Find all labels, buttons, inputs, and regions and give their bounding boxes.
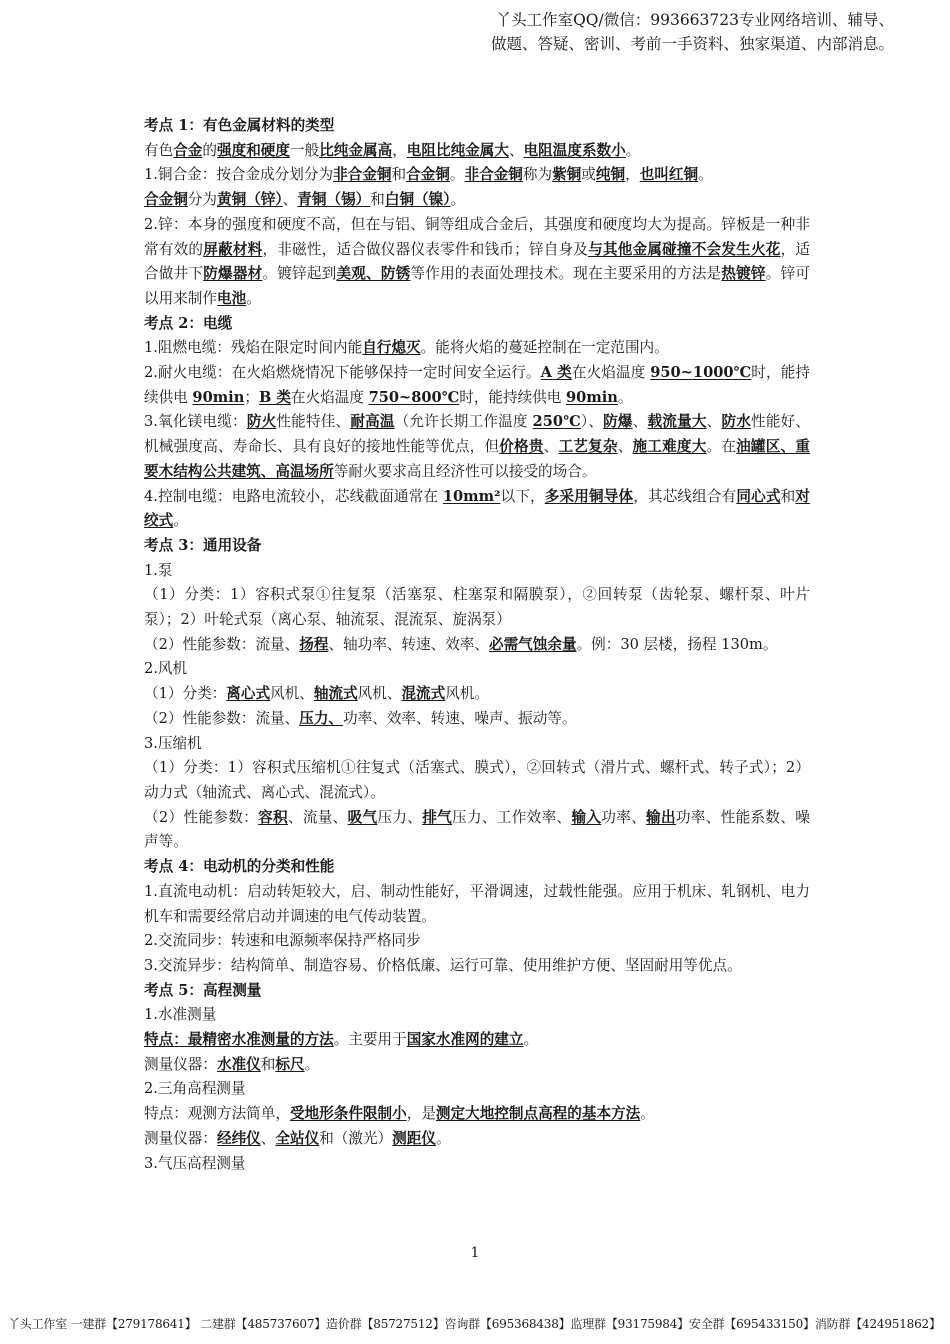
key-term: 测定大地控制点高程的基本方法 [435, 1105, 641, 1123]
text-run: 。主要用于 [333, 1031, 407, 1049]
key-term: 轴流式 [313, 685, 358, 703]
text-run: 。锌可以用来制作 [144, 265, 810, 307]
key-term: 比纯金属高 [319, 141, 393, 159]
paragraph [144, 583, 810, 632]
paragraph [144, 633, 810, 658]
paragraph [144, 361, 810, 410]
key-term: 工艺复杂 [558, 438, 618, 456]
key-term: 国家水准网的建立 [406, 1031, 524, 1049]
key-term: 防水 [721, 413, 752, 431]
paragraph [144, 1127, 810, 1152]
key-term: 防爆 [603, 413, 633, 431]
text-run: 测量仪器： [144, 1129, 217, 1147]
text-run: 。镀锌起到 [262, 265, 337, 283]
key-term: 离心式 [226, 685, 271, 703]
key-term: 特点：最精密水准测量的方法 [144, 1031, 334, 1049]
key-term: 电阻温度系数小 [523, 141, 626, 159]
text-run: ； [244, 388, 259, 406]
key-term: 750~800℃ [368, 388, 460, 406]
text-run: 3.交流异步：结构简单、制造容易、价格低廉、运行可靠、使用维护方便、坚固耐用等优点。 [144, 956, 742, 974]
text-run: 和（激光） [319, 1129, 393, 1147]
paragraph [144, 139, 810, 164]
text-run: 1.直流电动机：启动转矩较大，启、制动性能好，平滑调速，过载性能强。应用于机床、轧钢机、电力机车和需要经常启动并调速的电气传动装置。 [144, 882, 810, 925]
text-run: 考点 3：通用设备 [144, 536, 262, 554]
key-term: 紫铜 [552, 166, 582, 184]
text-run: 2.三角高程测量 [144, 1080, 246, 1098]
text-run: 。 [435, 1129, 451, 1147]
paragraph [144, 163, 810, 188]
text-run: 有色 [144, 141, 174, 159]
key-term: 250℃ [532, 413, 581, 431]
text-run: 功率、效率、转速、噪声、振动等。 [343, 709, 577, 727]
paragraph [144, 1102, 810, 1127]
text-run: 、流量、 [287, 808, 348, 826]
section-heading [144, 855, 810, 880]
text-run: ，非磁性，适合做仪器仪表零件和钱币；锌自身及 [262, 240, 589, 258]
key-term: 吸气 [347, 808, 378, 826]
text-run: 3.氧化镁电缆： [144, 413, 247, 431]
paragraph [144, 880, 810, 929]
key-term: 纯铜 [595, 166, 626, 184]
key-term: 油罐区、重要木结构公共建筑、高温场所 [144, 438, 810, 480]
key-term: 对绞式 [144, 487, 810, 530]
text-run: 。 [698, 166, 713, 184]
page-header [334, 8, 894, 56]
text-run: 、 [508, 141, 524, 159]
key-term: 青铜（锡） [297, 191, 371, 209]
text-run: （1）分类： [144, 685, 227, 703]
paragraph [144, 682, 810, 707]
text-run: 性能好、机械强度高、寿命长、具有良好的接地性能等优点，但 [144, 413, 810, 456]
text-run: ）、 [580, 413, 604, 431]
paragraph [144, 806, 810, 855]
key-term: 合金 [173, 141, 203, 159]
key-term: 10mm² [442, 487, 501, 505]
section-heading [144, 312, 810, 337]
text-run: 、 [617, 438, 633, 456]
key-term: 合金铜 [406, 166, 450, 184]
paragraph [144, 657, 810, 682]
text-run: 风机、 [270, 685, 314, 703]
text-run: 或 [581, 166, 596, 184]
key-term: 水准仪 [216, 1055, 261, 1073]
key-term: 必需气蚀余量 [488, 635, 577, 653]
key-term: 90min [566, 388, 618, 406]
key-term: 输出 [646, 808, 676, 826]
text-run: 。 [617, 388, 633, 406]
text-run: 1.泵 [144, 561, 173, 579]
key-term: 非合金铜 [333, 166, 392, 184]
text-run: 3.压缩机 [144, 734, 202, 752]
key-term: 价格贵 [499, 438, 544, 456]
text-run: ， [625, 166, 640, 184]
text-run: 风机、 [357, 685, 402, 703]
text-run: （2）性能参数：流量、 [144, 709, 300, 727]
text-run: 。 [450, 191, 466, 209]
key-term: 非合金铜 [464, 166, 523, 184]
header-line-1: 丫头工作室QQ/微信：993663723专业网络培训、辅导、 [495, 11, 894, 29]
key-term: 混流式 [401, 685, 446, 703]
text-run: 2.耐火电缆：在火焰燃烧情况下能够保持一定时间安全运行。 [144, 364, 541, 382]
text-run: 、 [706, 413, 722, 431]
key-term: 950~1000℃ [650, 364, 752, 382]
key-term: 强度和硬度 [217, 141, 290, 159]
key-term: 载流量大 [647, 413, 707, 431]
text-run: 、 [632, 413, 648, 431]
text-run: 等作用的表面处理技术。现在主要采用的方法是 [410, 265, 722, 283]
key-term: 容积 [258, 808, 288, 826]
paragraph [144, 1053, 810, 1078]
text-run: 4.控制电缆：电路电流较小，芯线截面通常在 [144, 487, 443, 505]
text-run: 2.交流同步：转速和电源频率保持严格同步 [144, 932, 421, 950]
text-run: 考点 4：电动机的分类和性能 [144, 858, 335, 876]
key-term: 黄铜（锌） [217, 191, 283, 209]
key-term: 扬程 [299, 635, 329, 653]
key-term: 白铜（镍） [384, 191, 451, 209]
text-run: 。在 [706, 438, 737, 456]
key-term: 耐高温 [350, 413, 395, 431]
text-run: 在火焰温度 [571, 364, 651, 382]
text-run: 和 [370, 191, 385, 209]
text-run: 在火焰温度 [290, 388, 369, 406]
text-run: 时，能持续供电 [144, 364, 811, 406]
key-term: 防火 [246, 413, 277, 431]
key-term: 也叫红铜 [639, 166, 699, 184]
text-run: 以下， [500, 487, 545, 505]
paragraph [144, 954, 810, 979]
text-run: 。 [449, 166, 465, 184]
text-run: 称为 [522, 166, 553, 184]
key-term: 多采用铜导体 [544, 487, 634, 505]
paragraph [144, 559, 810, 584]
text-run: 。例：30 层楼，扬程 130m。 [576, 635, 778, 653]
paragraph [144, 732, 810, 757]
paragraph [144, 1152, 810, 1177]
text-run: （1）分类：1）容积式压缩机①往复式（活塞式、膜式），②回转式（滑片式、螺杆式、转子式）；2）动力式（轴流式、离心式、混流式）。 [144, 759, 810, 801]
page-footer: 丫头工作室 一建群【279178641】 二建群【485737607】造价群【85727512】咨询群【695368438】监理群【93175984】安全群【695433150】消防群【424951862】 [8, 1317, 941, 1331]
key-term: 电池 [216, 289, 247, 307]
text-run: 考点 1：有色金属材料的类型 [144, 117, 335, 134]
text-run: 功率、性能系数、噪声等。 [144, 808, 810, 851]
text-run: 1.阻燃电缆：残焰在限定时间内能 [144, 339, 363, 357]
text-run: 。 [523, 1031, 539, 1049]
paragraph [144, 929, 810, 954]
text-run: 2.锌：本身的强度和硬度不高，但在与铝、铜等组成合金后，其强度和硬度均大为提高。锌板是一种非常有效的 [144, 215, 810, 258]
text-run: （允许长期工作温度 [394, 413, 533, 431]
section-heading [144, 979, 810, 1004]
key-term: 屏蔽材料 [203, 240, 263, 258]
paragraph [144, 756, 810, 805]
text-run: 、 [260, 1129, 276, 1147]
key-term: 测距仪 [392, 1129, 436, 1147]
key-term: 经纬仪 [216, 1129, 261, 1147]
key-term: B 类 [258, 388, 291, 406]
text-run: 风机。 [445, 685, 490, 703]
text-run: 和 [780, 487, 796, 505]
key-term: 合金铜 [144, 191, 188, 209]
text-run: ，适合做井下 [144, 240, 810, 283]
text-run: 等耐火要求高且经济性可以接受的场合。 [333, 462, 597, 480]
text-run: （2）性能参数：流量、 [144, 635, 300, 653]
paragraph [144, 336, 810, 361]
key-term: 排气 [422, 808, 453, 826]
key-term: 电阻比纯金属大 [406, 141, 509, 159]
key-term: A 类 [540, 364, 572, 382]
text-run: 1.铜合金：按合金成分划分为 [144, 166, 334, 184]
key-term: 美观、防锈 [336, 265, 411, 283]
text-run: 功率、 [601, 808, 647, 826]
text-run: 。能将火焰的蔓延控制在一定范围内。 [420, 339, 669, 357]
paragraph [144, 1077, 810, 1102]
key-term: 与其他金属碰撞不会发生火花 [588, 240, 781, 258]
text-run: 。 [304, 1055, 320, 1073]
text-run: 2.风机 [144, 660, 188, 678]
key-term: 输入 [571, 808, 602, 826]
paragraph [144, 707, 810, 732]
text-run: 和 [260, 1055, 276, 1073]
text-run: 。 [246, 289, 261, 307]
key-term: 施工难度大 [632, 438, 707, 456]
text-run: 特点：观测方法简单， [144, 1105, 290, 1123]
text-run: 压力、 [377, 808, 423, 826]
text-run: （2）性能参数： [144, 808, 259, 826]
key-term: 压力、 [299, 709, 344, 727]
text-run: 。 [173, 512, 188, 530]
key-term: 自行熄灭 [362, 339, 421, 357]
text-run: 时，能持续供电 [459, 388, 567, 406]
text-run: 分为 [187, 191, 217, 209]
text-run: （1）分类：1）容积式泵①往复泵（活塞泵、柱塞泵和隔膜泵），②回转泵（齿轮泵、螺杆泵、叶片泵）；2）叶轮式泵（离心泵、轴流泵、混流泵、旋涡泵） [144, 586, 810, 629]
text-run: ，其芯线组合有 [633, 487, 737, 505]
paragraph [144, 1028, 810, 1053]
paragraph [144, 1003, 810, 1028]
paragraph [144, 213, 810, 312]
text-run: 和 [391, 166, 407, 184]
paragraph [144, 188, 810, 213]
text-run: 性能特佳、 [276, 413, 351, 431]
key-term: 防爆器材 [203, 265, 263, 283]
text-run: 压力、工作效率、 [452, 808, 572, 826]
text-run: 一般 [290, 141, 320, 159]
section-heading [144, 534, 810, 559]
paragraph [144, 410, 810, 484]
text-run: 考点 5：高程测量 [144, 981, 262, 999]
key-term: 同心式 [736, 487, 781, 505]
text-run: 、 [282, 191, 298, 209]
text-run: 。 [640, 1105, 655, 1123]
text-run: 考点 2：电缆 [144, 314, 233, 332]
key-term: 热镀锌 [721, 265, 766, 283]
document-body [144, 114, 810, 1176]
paragraph [144, 485, 810, 534]
text-run: 3.气压高程测量 [144, 1154, 246, 1172]
section-heading [144, 114, 810, 139]
key-term: 全站仪 [275, 1129, 320, 1147]
text-run: 、轴功率、转速、效率、 [328, 635, 489, 653]
text-run: 。 [625, 141, 641, 159]
key-term: 标尺 [275, 1055, 305, 1073]
text-run: 1.水准测量 [144, 1006, 217, 1024]
page-number: 1 [470, 1245, 480, 1261]
text-run: ， [392, 141, 407, 159]
header-line-2: 做题、答疑、密训、考前一手资料、独家渠道、内部消息。 [490, 35, 894, 53]
text-run: ，是 [406, 1105, 436, 1123]
key-term: 受地形条件限制小 [289, 1105, 407, 1123]
text-run: 测量仪器： [144, 1055, 217, 1073]
text-run: 的 [202, 141, 218, 159]
text-run: 、 [543, 438, 559, 456]
key-term: 90min [192, 388, 245, 406]
